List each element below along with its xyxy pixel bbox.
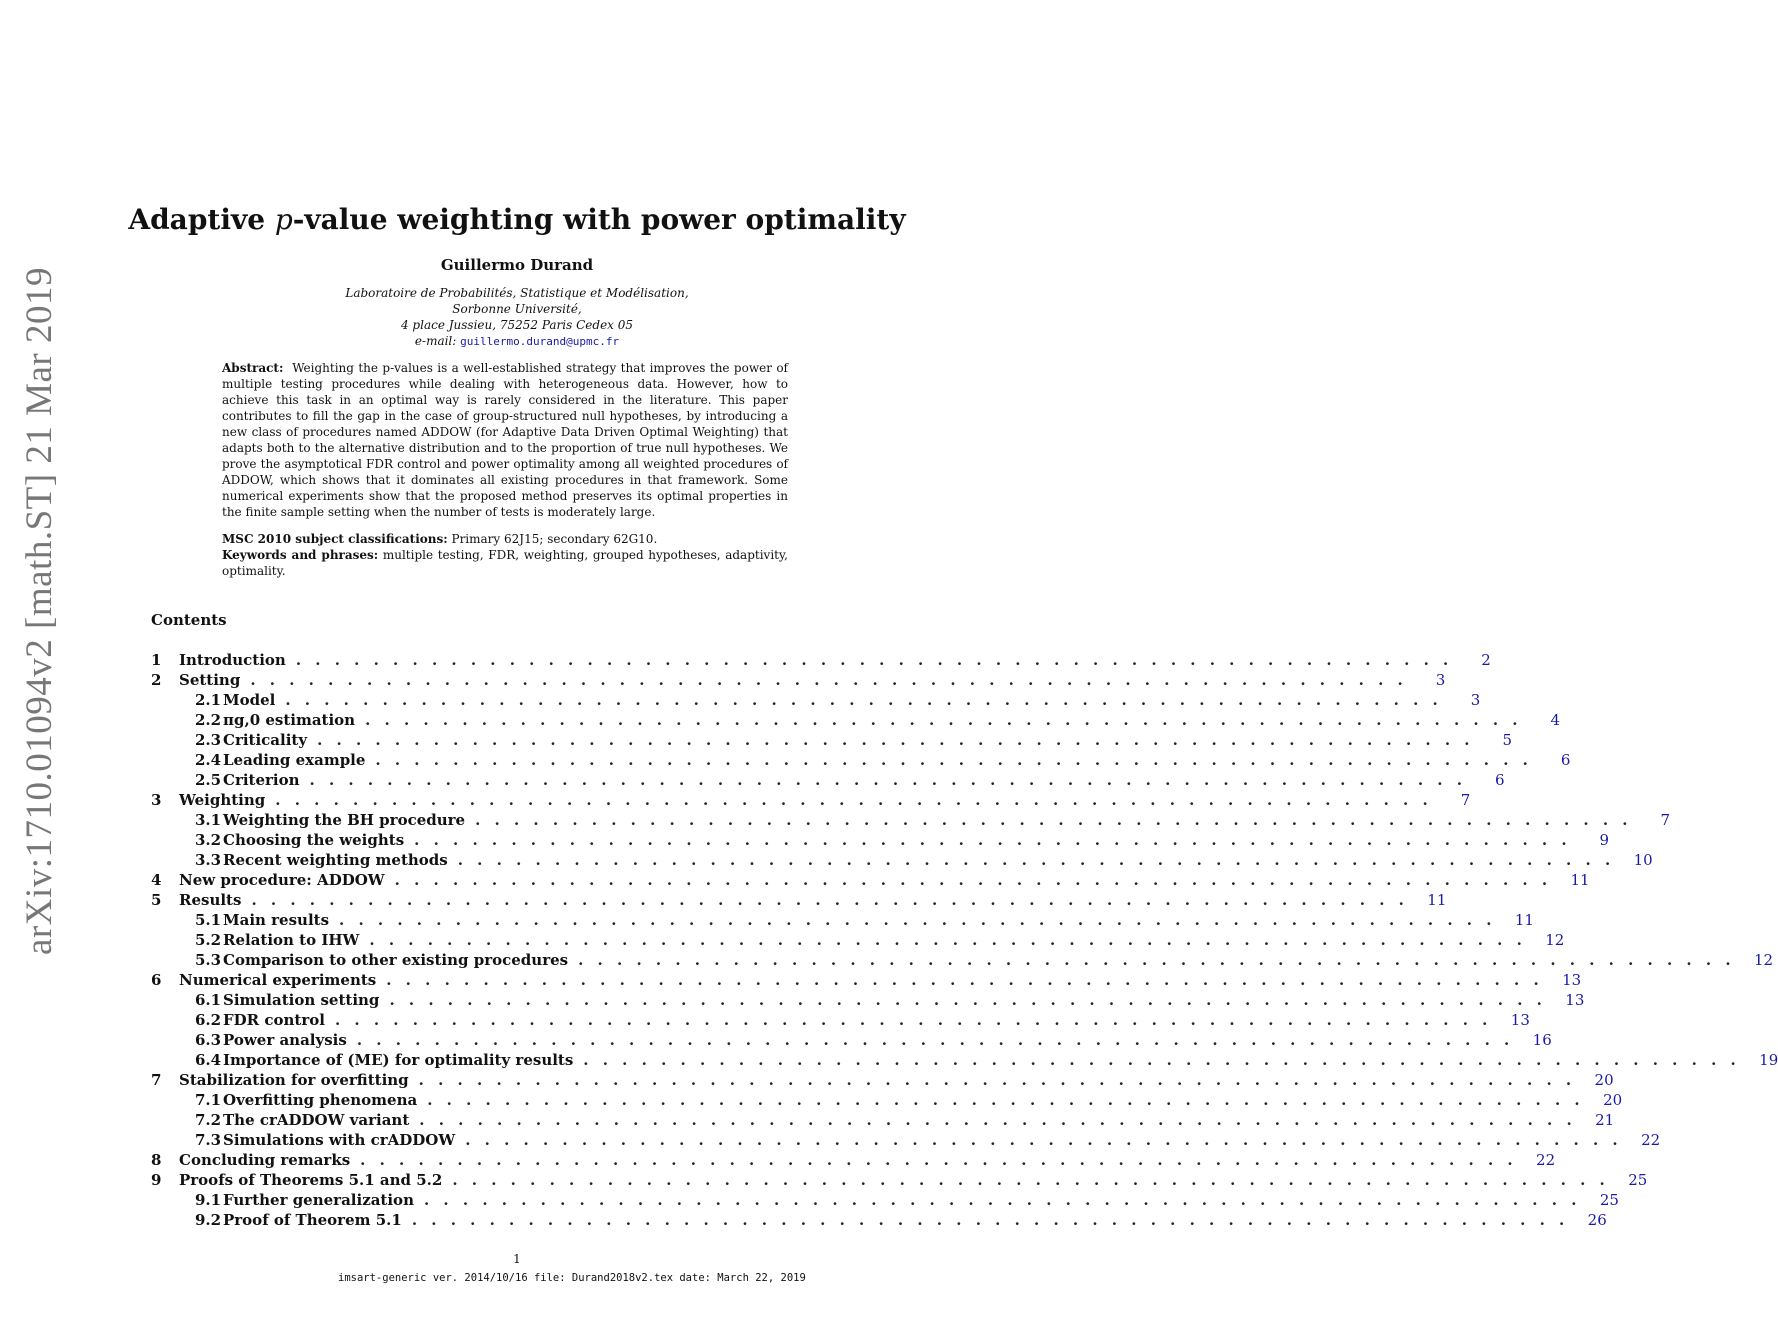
toc-leader-dots: . . . . . . . . . . . . . . . . . . . . . . . . . . . . . . . . . . . . . . . . . . . . . . . . . . . . . . . . . . . . [427,1091,1585,1109]
toc-number: 2 [151,671,162,689]
toc-entry[interactable] [151,670,1446,690]
arxiv-stamp: arXiv:1710.01094v2 [math.ST] 21 Mar 2019 [19,267,60,955]
page-number: 1 [513,1252,521,1266]
toc-number: 5 [151,891,162,909]
paper-title [0,203,1024,236]
toc-label[interactable]: Results [179,891,242,909]
msc-label: MSC 2010 subject classifications: [222,532,448,546]
toc-leader-dots: . . . . . . . . . . . . . . . . . . . . . . . . . . . . . . . . . . . . . . . . . . . . . . . . . . . . . . . . . . . . [452,1171,1610,1189]
footer: imsart-generic ver. 2014/10/16 file: Durand2018v2.tex date: March 22, 2019 [338,1272,806,1284]
toc-page-link[interactable]: 25 [1628,1171,1648,1189]
toc-page-link[interactable]: 13 [1510,1011,1530,1029]
toc-page-link[interactable]: 11 [1570,871,1590,889]
toc-page-link[interactable]: 21 [1595,1111,1615,1129]
toc-page-link[interactable]: 20 [1603,1091,1623,1109]
toc-entry[interactable] [151,830,1610,850]
toc-number: 6.4 [195,1051,222,1069]
toc-number: 9 [151,1171,162,1189]
toc-label[interactable]: New procedure: ADDOW [179,871,385,889]
toc-number: 6.3 [195,1031,222,1049]
toc-leader-dots: . . . . . . . . . . . . . . . . . . . . . . . . . . . . . . . . . . . . . . . . . . . . . . . . . . . . . . . . . . . . [423,1191,1581,1209]
toc-label[interactable]: Model [223,691,276,709]
toc-label[interactable]: Further generalization [223,1191,414,1209]
toc-page-link[interactable]: 25 [1599,1191,1619,1209]
toc-label[interactable]: Introduction [179,651,286,669]
toc-entry[interactable] [151,790,1471,810]
toc-label[interactable]: Proof of Theorem 5.1 [223,1211,402,1229]
toc-label[interactable]: Main results [223,911,330,929]
toc-entry[interactable] [151,890,1447,910]
toc-page-link[interactable]: 13 [1565,991,1585,1009]
toc-page-link[interactable]: 4 [1550,711,1561,729]
toc-label[interactable]: πg,0 estimation [223,711,356,729]
toc-entry[interactable] [151,990,1585,1010]
msc-line [222,531,788,547]
keywords-line [222,547,788,579]
toc-leader-dots: . . . . . . . . . . . . . . . . . . . . . . . . . . . . . . . . . . . . . . . . . . . . . . . . . . . . . . . . . . . . [365,711,1523,729]
toc-number: 7 [151,1071,162,1089]
affiliation-line-1: Laboratoire de Probabilités, Statistique et Modélisation, [345,286,689,300]
toc-page-link[interactable]: 22 [1536,1151,1556,1169]
toc-page-link[interactable]: 9 [1599,831,1610,849]
toc-entry[interactable] [151,910,1534,930]
keywords-label: Keywords and phrases: [222,548,379,562]
toc-page-link[interactable]: 7 [1460,791,1471,809]
toc-label[interactable]: Relation to IHW [223,931,360,949]
toc-leader-dots: . . . . . . . . . . . . . . . . . . . . . . . . . . . . . . . . . . . . . . . . . . . . . . . . . . . . . . . . . . . . [419,1111,1577,1129]
toc-leader-dots: . . . . . . . . . . . . . . . . . . . . . . . . . . . . . . . . . . . . . . . . . . . . . . . . . . . . . . . . . . . . [583,1051,1741,1069]
toc-leader-dots: . . . . . . . . . . . . . . . . . . . . . . . . . . . . . . . . . . . . . . . . . . . . . . . . . . . . . . . . . . . . [339,911,1496,929]
email-label: e-mail: [414,334,461,348]
toc-entry[interactable] [151,1010,1530,1030]
toc-label[interactable]: Setting [179,671,241,689]
toc-label[interactable]: Concluding remarks [179,1151,351,1169]
toc-entry[interactable] [151,690,1481,710]
toc-page-link[interactable]: 5 [1502,731,1513,749]
toc-leader-dots: . . . . . . . . . . . . . . . . . . . . . . . . . . . . . . . . . . . . . . . . . . . . . . . . . . . . . . . . . . . . [386,971,1544,989]
toc-leader-dots: . . . . . . . . . . . . . . . . . . . . . . . . . . . . . . . . . . . . . . . . . . . . . . . . . . . . . . . . . . . . [394,871,1552,889]
toc-leader-dots: . . . . . . . . . . . . . . . . . . . . . . . . . . . . . . . . . . . . . . . . . . . . . . . . . . . . . . . . . . . . [295,651,1453,669]
toc-entry[interactable] [151,750,1571,770]
toc-entry[interactable] [151,970,1582,990]
title-italic: p [274,203,293,236]
toc-label[interactable]: Power analysis [223,1031,347,1049]
toc-page-link[interactable]: 11 [1427,891,1447,909]
toc-page-link[interactable]: 12 [1545,931,1565,949]
toc-entry[interactable] [151,1210,1607,1230]
toc-leader-dots: . . . . . . . . . . . . . . . . . . . . . . . . . . . . . . . . . . . . . . . . . . . . . . . . . . . . . . . . . . . . [369,931,1527,949]
toc-entry[interactable] [151,930,1565,950]
toc-page-link[interactable]: 13 [1562,971,1582,989]
email-link[interactable]: guillermo.durand@upmc.fr [460,335,620,348]
toc-label[interactable]: Criticality [223,731,308,749]
keywords-text: multiple testing, FDR, weighting, grouped hypotheses, adaptivity, optimality. [222,548,788,578]
toc-leader-dots: . . . . . . . . . . . . . . . . . . . . . . . . . . . . . . . . . . . . . . . . . . . . . . . . . . . . . . . . . . . . [251,891,1409,909]
toc-leader-dots: . . . . . . . . . . . . . . . . . . . . . . . . . . . . . . . . . . . . . . . . . . . . . . . . . . . . . . . . . . . . [578,951,1736,969]
contents-heading: Contents [151,611,227,629]
toc-label[interactable]: Stabilization for overfitting [179,1071,409,1089]
toc-page-link[interactable]: 3 [1470,691,1481,709]
toc-page-link[interactable]: 20 [1594,1071,1614,1089]
toc-number: 5.2 [195,931,222,949]
toc-page-link[interactable]: 11 [1514,911,1534,929]
toc-label[interactable]: Weighting [179,791,266,809]
toc-leader-dots: . . . . . . . . . . . . . . . . . . . . . . . . . . . . . . . . . . . . . . . . . . . . . . . . . . . . . . . . . . . . [418,1071,1576,1089]
abstract [222,360,788,520]
toc-entry[interactable] [151,950,1774,970]
toc-entry[interactable] [151,1150,1556,1170]
toc-number: 5.1 [195,911,222,929]
toc-leader-dots: . . . . . . . . . . . . . . . . . . . . . . . . . . . . . . . . . . . . . . . . . . . . . . . . . . . . . . . . . . . . [275,791,1433,809]
toc-leader-dots: . . . . . . . . . . . . . . . . . . . . . . . . . . . . . . . . . . . . . . . . . . . . . . . . . . . . . . . . . . . . [475,811,1633,829]
toc-label[interactable]: Proofs of Theorems 5.1 and 5.2 [179,1171,443,1189]
toc-number: 1 [151,651,162,669]
affiliation [0,285,1024,350]
toc-label[interactable]: Choosing the weights [223,831,405,849]
toc-entry[interactable] [151,770,1505,790]
toc-number: 2.1 [195,691,222,709]
toc-number: 3.2 [195,831,222,849]
toc-number: 2.4 [195,751,222,769]
abstract-label: Abstract: [222,361,284,375]
toc-label[interactable]: Leading example [223,751,366,769]
msc-text: Primary 62J15; secondary 62G10. [451,532,658,546]
toc-page-link[interactable]: 3 [1435,671,1446,689]
toc-leader-dots: . . . . . . . . . . . . . . . . . . . . . . . . . . . . . . . . . . . . . . . . . . . . . . . . . . . . . . . . . . . . [285,691,1443,709]
abstract-text: Weighting the p-values is a well-established strategy that improves the power of multiple testing procedures while dealing with heterogeneous data. However, how to achieve this task in an optimal way is rarely considered in the literature. This paper contributes to fill the gap in the case of group-structured null hypotheses, by introducing a new class of procedures named ADDOW (for Adaptive Data Driven Optimal Weighting) that adapts both to the alternative distribution and to the proportion of true null hypotheses. We prove the asymptotical FDR control and power optimality among all weighted procedures of ADDOW, which shows that it dominates all existing procedures in that framework. Some numerical experiments show that the proposed method preserves its optimal properties in the finite sample setting when the number of tests is moderately large. [222,361,788,519]
toc-number: 2.2 [195,711,222,729]
toc-page-link[interactable]: 12 [1753,951,1774,969]
toc-number: 3.1 [195,811,222,829]
toc-leader-dots: . . . . . . . . . . . . . . . . . . . . . . . . . . . . . . . . . . . . . . . . . . . . . . . . . . . . . . . . . . . . [360,1151,1518,1169]
toc-entry[interactable] [151,850,1653,870]
toc-leader-dots: . . . . . . . . . . . . . . . . . . . . . . . . . . . . . . . . . . . . . . . . . . . . . . . . . . . . . . . . . . . . [356,1031,1514,1049]
toc-page-link[interactable]: 26 [1587,1211,1607,1229]
toc-leader-dots: . . . . . . . . . . . . . . . . . . . . . . . . . . . . . . . . . . . . . . . . . . . . . . . . . . . . . . . . . . . . [250,671,1408,689]
toc-number: 3.3 [195,851,222,869]
toc-entry[interactable] [151,1070,1614,1090]
toc-label[interactable]: Simulations with crADDOW [223,1131,456,1149]
toc-leader-dots: . . . . . . . . . . . . . . . . . . . . . . . . . . . . . . . . . . . . . . . . . . . . . . . . . . . . . . . . . . . . [309,771,1467,789]
toc-page-link[interactable]: 16 [1532,1031,1552,1049]
toc-label[interactable]: Criterion [223,771,300,789]
toc-leader-dots: . . . . . . . . . . . . . . . . . . . . . . . . . . . . . . . . . . . . . . . . . . . . . . . . . . . . . . . . . . . . [457,851,1615,869]
toc-number: 6.2 [195,1011,222,1029]
toc-number: 6 [151,971,162,989]
toc-number: 7.3 [195,1131,222,1149]
toc-number: 4 [151,871,162,889]
table-of-contents [151,650,1778,1230]
toc-entry[interactable] [151,1130,1661,1150]
classifications [222,531,788,579]
toc-entry[interactable] [151,1190,1619,1210]
toc-entry[interactable] [151,1170,1648,1190]
toc-entry[interactable] [151,1030,1552,1050]
toc-entry[interactable] [151,650,1491,670]
toc-number: 9.1 [195,1191,222,1209]
toc-label[interactable]: Weighting the BH procedure [223,811,466,829]
affiliation-line-2: Sorbonne Université, [452,302,582,316]
toc-page-link[interactable]: 22 [1641,1131,1661,1149]
toc-number: 9.2 [195,1211,222,1229]
toc-label[interactable]: Simulation setting [223,991,380,1009]
toc-entry[interactable] [151,870,1590,890]
affiliation-line-3: 4 place Jussieu, 75252 Paris Cedex 05 [400,318,634,332]
toc-entry[interactable] [151,1110,1615,1130]
toc-entry[interactable] [151,1090,1623,1110]
toc-label[interactable]: Importance of (ME) for optimality results [223,1051,574,1069]
toc-page-link[interactable]: 6 [1494,771,1505,789]
toc-leader-dots: . . . . . . . . . . . . . . . . . . . . . . . . . . . . . . . . . . . . . . . . . . . . . . . . . . . . . . . . . . . . [334,1011,1492,1029]
toc-page-link[interactable]: 2 [1481,651,1491,669]
toc-number: 5.3 [195,951,222,969]
toc-label[interactable]: Overfitting phenomena [223,1091,418,1109]
toc-number: 2.3 [195,731,222,749]
toc-entry[interactable] [151,730,1513,750]
toc-page-link[interactable]: 19 [1759,1051,1778,1069]
toc-label[interactable]: Recent weighting methods [223,851,448,869]
toc-label[interactable]: FDR control [223,1011,325,1029]
toc-label[interactable]: The crADDOW variant [223,1111,410,1129]
toc-number: 7.2 [195,1111,222,1129]
toc-leader-dots: . . . . . . . . . . . . . . . . . . . . . . . . . . . . . . . . . . . . . . . . . . . . . . . . . . . . . . . . . . . . [375,751,1533,769]
title-after: -value weighting with power optimality [292,203,906,236]
toc-leader-dots: . . . . . . . . . . . . . . . . . . . . . . . . . . . . . . . . . . . . . . . . . . . . . . . . . . . . . . . . . . . . [414,831,1572,849]
toc-number: 3 [151,791,162,809]
toc-entry[interactable] [151,810,1671,830]
toc-label[interactable]: Numerical experiments [179,971,377,989]
toc-leader-dots: . . . . . . . . . . . . . . . . . . . . . . . . . . . . . . . . . . . . . . . . . . . . . . . . . . . . . . . . . . . . [389,991,1547,1009]
toc-label[interactable]: Comparison to other existing procedures [223,951,569,969]
toc-leader-dots: . . . . . . . . . . . . . . . . . . . . . . . . . . . . . . . . . . . . . . . . . . . . . . . . . . . . . . . . . . . . [411,1211,1569,1229]
title-before: Adaptive [128,203,275,236]
toc-page-link[interactable]: 10 [1633,851,1653,869]
toc-entry[interactable] [151,1050,1778,1070]
author: Guillermo Durand [440,256,594,274]
toc-leader-dots: . . . . . . . . . . . . . . . . . . . . . . . . . . . . . . . . . . . . . . . . . . . . . . . . . . . . . . . . . . . . [317,731,1475,749]
toc-number: 2.5 [195,771,222,789]
toc-page-link[interactable]: 7 [1660,811,1671,829]
toc-page-link[interactable]: 6 [1560,751,1571,769]
toc-number: 6.1 [195,991,222,1009]
toc-number: 8 [151,1151,162,1169]
toc-entry[interactable] [151,710,1561,730]
toc-leader-dots: . . . . . . . . . . . . . . . . . . . . . . . . . . . . . . . . . . . . . . . . . . . . . . . . . . . . . . . . . . . . [465,1131,1623,1149]
email-line [10,333,1024,350]
toc-number: 7.1 [195,1091,222,1109]
